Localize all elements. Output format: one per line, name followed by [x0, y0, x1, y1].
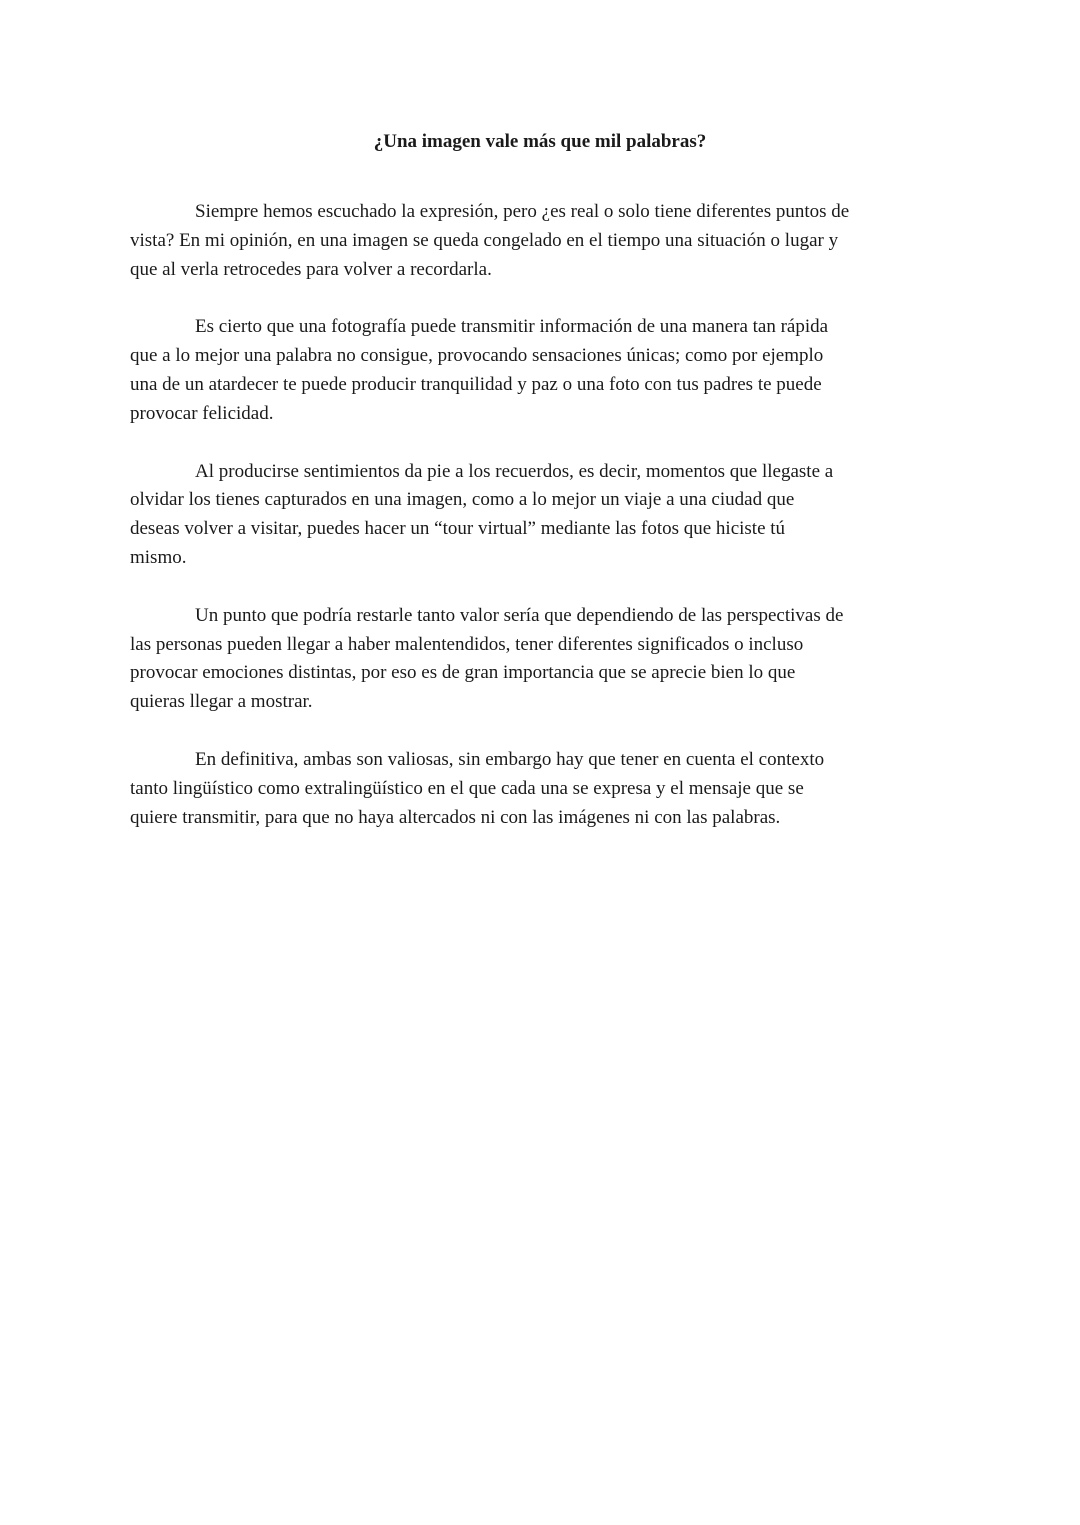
paragraph-4: [130, 602, 950, 717]
document-title: ¿Una imagen vale más que mil palabras?: [373, 131, 707, 152]
paragraph-2: [130, 313, 950, 428]
paragraph-line: las personas pueden llegar a haber malentendidos, tener diferentes significados o incluso: [130, 633, 804, 655]
paragraph-line: tanto lingüístico como extralingüístico en el que cada una se expresa y el mensaje que se: [130, 777, 804, 799]
paragraph-line: Siempre hemos escuchado la expresión, pero ¿es real o solo tiene diferentes puntos de: [195, 201, 850, 222]
paragraph-5: [130, 746, 950, 832]
paragraph-1: [130, 198, 950, 284]
paragraph-line: mismo.: [130, 546, 187, 568]
paragraph-line: Al producirse sentimientos da pie a los recuerdos, es decir, momentos que llegaste a: [195, 460, 834, 482]
paragraph-line: Es cierto que una fotografía puede transmitir información de una manera tan rápida: [195, 316, 829, 338]
paragraph-line: provocar emociones distintas, por eso es de gran importancia que se aprecie bien lo que: [130, 662, 796, 684]
paragraph-line: quiere transmitir, para que no haya altercados ni con las imágenes ni con las palabras.: [130, 806, 781, 828]
paragraph-line: provocar felicidad.: [130, 402, 274, 424]
paragraph-line: Un punto que podría restarle tanto valor sería que dependiendo de las perspectivas de: [195, 604, 844, 626]
paragraph-line: En definitiva, ambas son valiosas, sin embargo hay que tener en cuenta el contexto: [195, 748, 825, 770]
paragraph-line: olvidar los tienes capturados en una imagen, como a lo mejor un viaje a una ciudad que: [130, 489, 795, 511]
paragraph-line: quieras llegar a mostrar.: [130, 691, 313, 713]
paragraph-line: que al verla retrocedes para volver a recordarla.: [130, 258, 492, 280]
paragraph-line: una de un atardecer te puede producir tranquilidad y paz o una foto con tus padres te puede: [130, 373, 822, 395]
paragraph-line: vista? En mi opinión, en una imagen se queda congelado en el tiempo una situación o lugar y: [130, 229, 839, 251]
document-body: [130, 128, 950, 861]
paragraph-line: deseas volver a visitar, puedes hacer un “tour virtual” mediante las fotos que hiciste tú: [130, 518, 786, 540]
paragraph-line: que a lo mejor una palabra no consigue, provocando sensaciones únicas; como por ejemplo: [130, 345, 824, 367]
paragraph-3: [130, 458, 950, 573]
